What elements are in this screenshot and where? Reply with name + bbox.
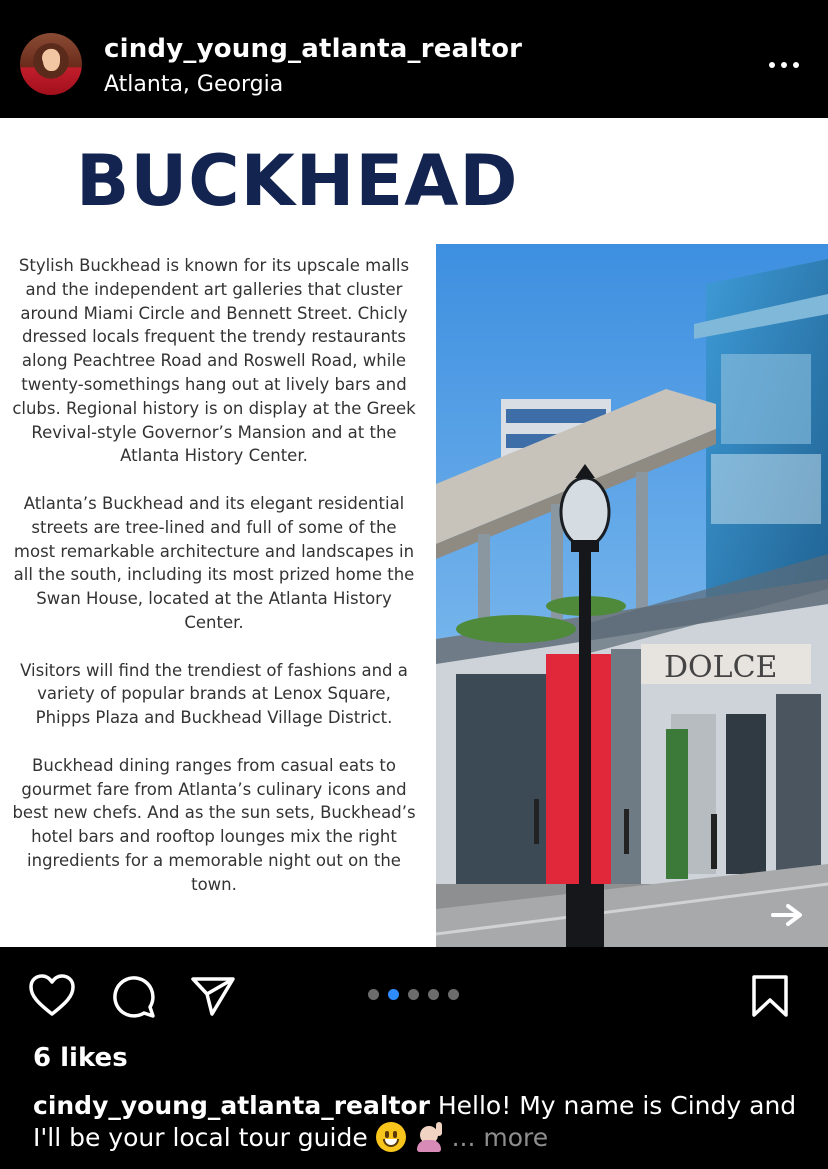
paragraph: Atlanta’s Buckhead and its elegant residential streets are tree-lined and full of some of the most remarkable architecture and landscapes in all the south, including its most prized home the Swan House, located at the Atlanta History Center. <box>13 493 415 632</box>
post-image[interactable] <box>0 118 828 947</box>
post-location[interactable]: Atlanta, Georgia <box>104 72 284 97</box>
carousel-dot <box>368 989 379 1000</box>
post-body-text <box>10 254 418 920</box>
share-icon[interactable] <box>190 975 236 1017</box>
caption-text: Hello! My name is Cindy and I'll be your local tour guide <box>33 1091 797 1152</box>
carousel-dot <box>448 989 459 1000</box>
carousel-dot-active <box>388 989 399 1000</box>
bookmark-icon[interactable] <box>751 974 789 1018</box>
avatar-face <box>43 49 60 71</box>
post-header <box>0 0 828 118</box>
post-caption <box>33 1090 813 1154</box>
post-username[interactable]: cindy_young_atlanta_realtor <box>104 34 523 64</box>
more-link[interactable]: more <box>483 1123 549 1152</box>
store-sign: DOLCE <box>664 650 778 685</box>
caption-username[interactable]: cindy_young_atlanta_realtor <box>33 1091 430 1120</box>
grinning-face-emoji <box>376 1122 406 1152</box>
post-title: BUCKHEAD <box>76 140 519 222</box>
carousel-dot <box>408 989 419 1000</box>
likes-count[interactable]: 6 likes <box>33 1043 128 1073</box>
carousel-dot <box>428 989 439 1000</box>
person-raising-hand-emoji <box>414 1122 444 1152</box>
paragraph: Stylish Buckhead is known for its upscale malls and the independent art galleries that cluster around Miami Circle and Bennett Street. Chicly dressed locals frequent the trendy restaurants along Peachtree Road and Roswell Road, while twenty-somethings hang out at lively bars and clubs. Regional history is on display at the Greek Revival-style Governor’s Mansion and at the Atlanta History Center. <box>12 256 416 466</box>
paragraph: Visitors will find the trendiest of fashions and a variety of popular brands at Lenox Square, Phipps Plaza and Buckhead Village District. <box>20 660 408 728</box>
buckhead-street-photo <box>436 244 828 947</box>
comment-icon[interactable] <box>110 973 156 1019</box>
heart-icon[interactable] <box>28 973 76 1017</box>
more-horizontal-icon[interactable] <box>766 58 802 72</box>
paragraph: Buckhead dining ranges from casual eats to gourmet fare from Atlanta’s culinary icons and best new chefs. And as the sun sets, Buckhead’s hotel bars and rooftop lounges mix the right ingredients for a memorable night out on the town. <box>12 755 416 894</box>
caption-ellipsis: ... <box>443 1123 484 1152</box>
avatar[interactable] <box>20 33 82 95</box>
